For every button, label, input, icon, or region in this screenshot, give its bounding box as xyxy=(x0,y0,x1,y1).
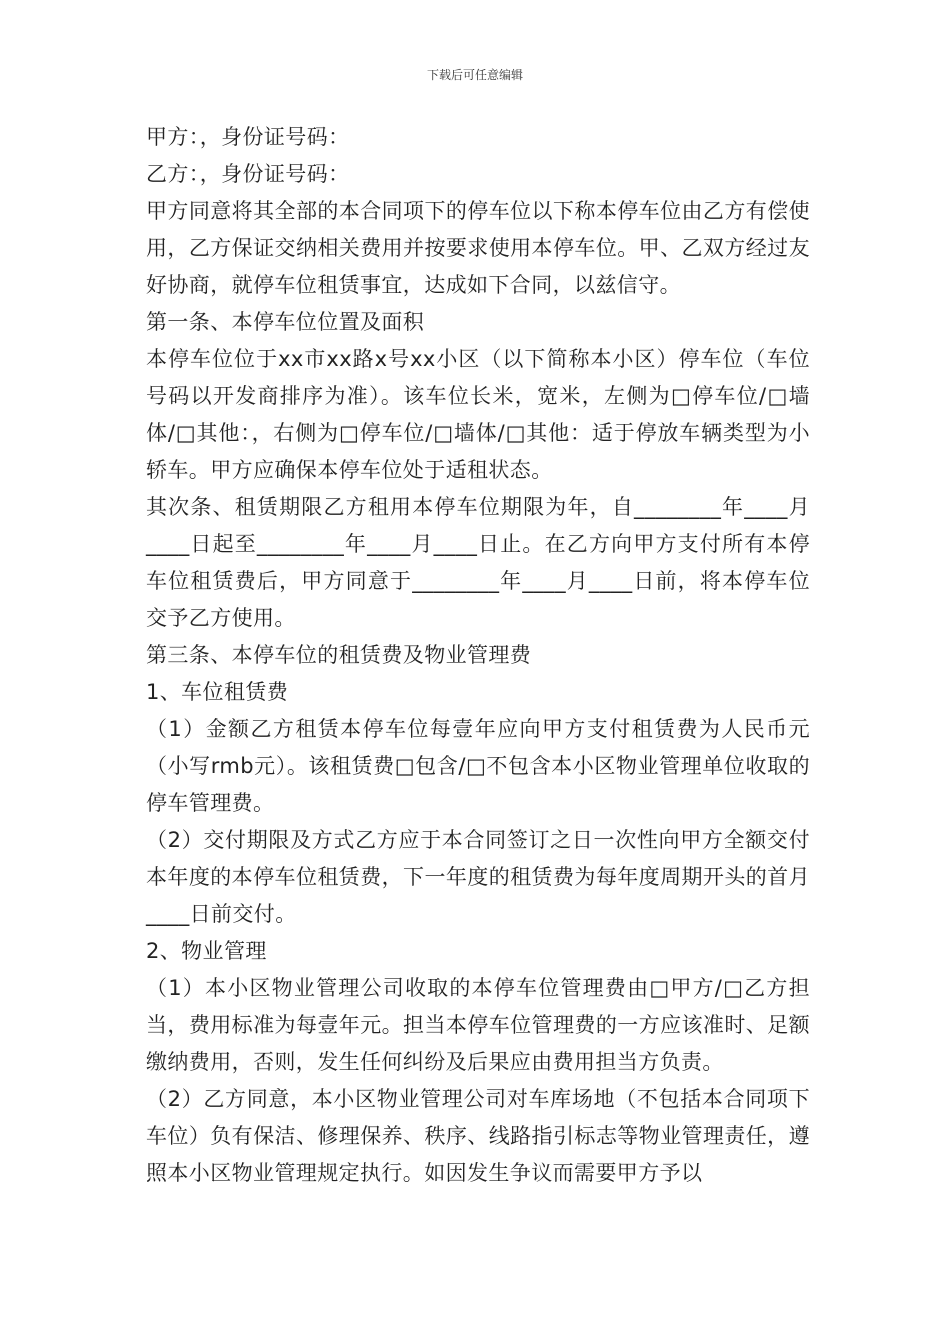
article-1-heading: 第一条、本停车位位置及面积 xyxy=(146,310,425,334)
article-3-heading: 第三条、本停车位的租赁费及物业管理费 xyxy=(146,643,532,667)
preamble-paragraph: 甲方同意将其全部的本合同项下的停车位以下称本停车位由乙方有偿使用，乙方保证交纳相关费用并按要求使用本停车位。甲、乙双方经过友好协商，就停车位租赁事宜，达成如下合同，以兹信守。 xyxy=(146,199,810,297)
section-property-heading: 2、物业管理 xyxy=(146,939,267,963)
party-b-line: 乙方：，身份证号码： xyxy=(146,162,350,186)
property-duty-paragraph: （2）乙方同意，本小区物业管理公司对车库场地（不包括本合同项下车位）负有保洁、修理保养、秩序、线路指引标志等物业管理责任，遵照本小区物业管理规定执行。如因发生争议而需要甲方予以 xyxy=(146,1087,810,1185)
rent-payment-paragraph: （2）交付期限及方式乙方应于本合同签订之日一次性向甲方全额交付本年度的本停车位租赁费，下一年度的租赁费为每年度周期开头的首月____日前交付。 xyxy=(146,828,810,926)
article-2-paragraph: 其次条、租赁期限乙方租用本停车位期限为年，自________年____月____日起至________年____月____日止。在乙方向甲方支付所有本停车位租赁费后，甲方同意于________年____月____日前，将本停车位交予乙方使用。 xyxy=(146,495,810,630)
section-rent-heading: 1、车位租赁费 xyxy=(146,680,289,704)
property-fee-paragraph: （1）本小区物业管理公司收取的本停车位管理费由□甲方/□乙方担当，费用标准为每壹年元。担当本停车位管理费的一方应该准时、足额缴纳费用，否则，发生任何纠纷及后果应由费用担当方负责。 xyxy=(146,976,810,1074)
party-a-line: 甲方：，身份证号码： xyxy=(146,125,350,149)
page-header: 下载后可任意编辑 xyxy=(426,68,523,82)
document-body xyxy=(146,119,810,1192)
rent-amount-paragraph: （1）金额乙方租赁本停车位每壹年应向甲方支付租赁费为人民币元（小写rmb元）。该租赁费□包含/□不包含本小区物业管理单位收取的停车管理费。 xyxy=(146,717,810,815)
article-1-paragraph: 本停车位位于xx市xx路x号xx小区（以下简称本小区）停车位（车位号码以开发商排序为准）。该车位长米，宽米，左侧为□停车位/□墙体/□其他：，右侧为□停车位/□墙体/□其他：适于停放车辆类型为小轿车。甲方应确保本停车位处于适租状态。 xyxy=(146,347,810,482)
